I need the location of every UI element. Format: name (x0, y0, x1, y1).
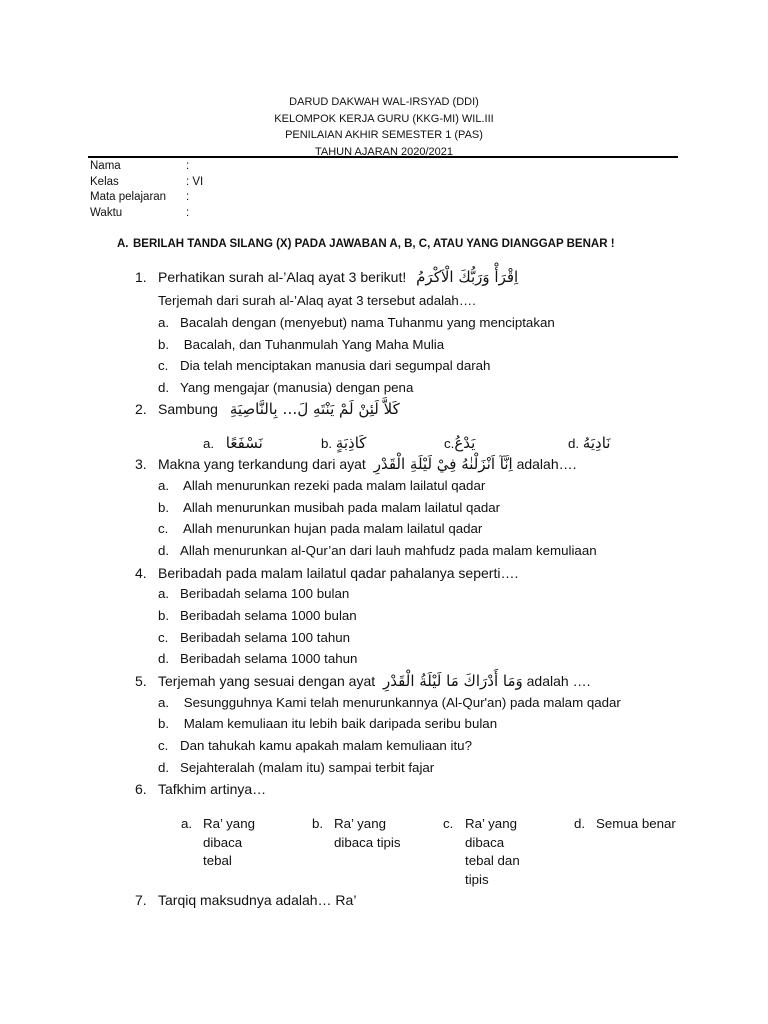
option-letter: b. (158, 608, 170, 623)
question-text: Terjemah yang sesuai dengan ayat (158, 673, 376, 689)
question-number: 3. (135, 456, 147, 472)
option-letter: d. (574, 816, 586, 831)
option-line: dibaca (465, 834, 505, 850)
option-6a[interactable] (181, 815, 255, 871)
option-text: Allah menurunkan al-Qur’an dari lauh mahfudz pada malam kemuliaan (180, 543, 597, 558)
question-text: Sambung (158, 401, 218, 417)
option-letter: d. (568, 436, 580, 451)
option-letter: d. (158, 760, 170, 775)
option-letter: a. (158, 315, 170, 330)
option-letter: a. (181, 816, 193, 831)
option-text: Beribadah selama 1000 tahun (180, 651, 358, 666)
option-5d[interactable] (158, 759, 434, 777)
option-2d[interactable] (568, 434, 610, 453)
identity-row-mapel (90, 190, 203, 206)
option-letter: c. (158, 521, 169, 536)
option-text: Beribadah selama 100 bulan (180, 586, 350, 601)
question-text: Tarqiq maksudnya adalah… Ra’ (158, 892, 357, 908)
identity-value: : (186, 191, 190, 204)
option-line: dibaca tipis (334, 834, 401, 850)
identity-block (90, 159, 203, 222)
option-text: Bacalah dengan (menyebut) nama Tuhanmu yang menciptakan (180, 315, 555, 330)
option-2a[interactable] (203, 434, 263, 453)
question-5 (135, 672, 590, 690)
option-6c[interactable] (443, 815, 520, 890)
option-letter: c. (444, 436, 455, 451)
option-letter: c. (443, 816, 454, 831)
option-letter: c. (158, 630, 169, 645)
question-text-suffix: adalah …. (526, 673, 591, 689)
option-text (465, 815, 520, 890)
header-divider (88, 156, 678, 158)
option-letter: c. (158, 358, 169, 373)
option-6b[interactable] (312, 815, 401, 852)
option-5a[interactable] (158, 694, 621, 712)
option-2b[interactable] (321, 434, 366, 453)
option-2c[interactable] (444, 434, 475, 453)
option-text: نَسْفَعًا (225, 434, 263, 452)
option-letter: d. (158, 543, 170, 558)
option-3c[interactable] (158, 520, 482, 538)
option-text: يَدْعُ (454, 434, 476, 452)
option-line: tipis (465, 872, 489, 888)
option-4b[interactable] (158, 607, 357, 625)
option-line: Ra’ yang (465, 816, 517, 831)
question-7 (135, 891, 356, 909)
identity-row-kelas (90, 175, 203, 191)
option-letter: a. (203, 436, 215, 451)
option-1b[interactable] (158, 336, 444, 354)
option-text: Beribadah selama 100 tahun (180, 630, 351, 645)
option-text: Sejahteralah (malam itu) sampai terbit fajar (180, 760, 435, 775)
question-number: 1. (135, 269, 147, 285)
arabic-verse: وَمَا أَدْرَاكَ مَا لَيْلَةُ الْقَدْرِ (383, 672, 523, 690)
option-text (203, 815, 255, 871)
option-letter: b. (158, 337, 170, 352)
question-3 (135, 455, 577, 473)
option-text (596, 815, 676, 834)
option-letter: b. (158, 716, 170, 731)
option-line: Semua benar (596, 816, 676, 831)
question-text: Perhatikan surah al-’Alaq ayat 3 berikut! (158, 269, 407, 285)
option-line: Ra’ yang (203, 816, 255, 831)
option-line: dibaca (203, 834, 243, 850)
question-number: 5. (135, 673, 147, 689)
section-instruction (117, 238, 615, 250)
option-1a[interactable] (158, 314, 555, 332)
question-text: Beribadah pada malam lailatul qadar pahalanya seperti…. (158, 565, 519, 581)
option-letter: a. (158, 478, 170, 493)
option-line: tebal dan (465, 853, 520, 869)
option-6d[interactable] (574, 815, 676, 834)
question-number: 4. (135, 565, 147, 581)
option-letter: b. (312, 816, 324, 831)
question-text: Tafkhim artinya… (158, 781, 267, 797)
option-3b[interactable] (158, 499, 500, 517)
option-5b[interactable] (158, 715, 497, 733)
option-5c[interactable] (158, 737, 472, 755)
question-number: 7. (135, 892, 147, 908)
option-text: Sesungguhnya Kami telah menurunkannya (Al-Qur'an) pada malam qadar (180, 695, 621, 710)
section-letter: A. (117, 238, 129, 250)
question-4 (135, 564, 518, 582)
question-2 (135, 400, 400, 418)
option-text: Dan tahukah kamu apakah malam kemuliaan itu? (180, 738, 472, 753)
identity-value: : VI (186, 175, 204, 188)
option-text: Allah menurunkan rezeki pada malam lailatul qadar (180, 478, 486, 493)
header-line-1: DARUD DAKWAH WAL-IRSYAD (DDI) (289, 96, 479, 108)
option-line: Ra’ yang (334, 816, 386, 831)
option-1c[interactable] (158, 357, 490, 375)
document-header (0, 94, 768, 160)
identity-label: Waktu (90, 207, 123, 220)
question-1 (135, 268, 518, 286)
option-letter: c. (158, 738, 169, 753)
arabic-verse: اِقْرَأْ وَرَبُّكَ الْاَكْرَمُ (416, 268, 519, 286)
identity-value: : (186, 160, 190, 172)
question-number: 6. (135, 781, 147, 797)
option-text (334, 815, 401, 852)
arabic-verse: كَلاَّ لَئِنْ لَمْ يَنْتَهِ لَ… بِالنَّاصِيَةِ (229, 400, 400, 418)
identity-label: Nama (90, 160, 121, 172)
option-text: Dia telah menciptakan manusia dari segumpal darah (180, 358, 491, 373)
option-4d[interactable] (158, 650, 357, 668)
header-line-3: PENILAIAN AKHIR SEMESTER 1 (PAS) (285, 129, 483, 141)
identity-row-nama (90, 159, 203, 175)
option-letter: a. (158, 695, 170, 710)
option-letter: d. (158, 380, 170, 395)
arabic-verse: اِنَّآ اَنْزَلْنٰهُ فِيْ لَيْلَةِ الْقَدْرِ (373, 455, 513, 473)
identity-label: Kelas (90, 175, 119, 188)
header-line-4: TAHUN AJARAN 2020/2021 (315, 145, 453, 158)
question-text: Makna yang terkandung dari ayat (158, 456, 366, 472)
question-number: 2. (135, 401, 147, 417)
question-6 (135, 780, 266, 798)
option-text: Yang mengajar (manusia) dengan pena (180, 380, 414, 395)
option-text: Malam kemuliaan itu lebih baik daripada seribu bulan (180, 716, 498, 731)
option-text: Beribadah selama 1000 bulan (180, 608, 357, 623)
option-letter: b. (321, 436, 333, 451)
identity-row-waktu (90, 206, 203, 222)
option-letter: a. (158, 586, 170, 601)
identity-label: Mata pelajaran (90, 191, 167, 204)
section-text: BERILAH TANDA SILANG (X) PADA JAWABAN A, B, C, ATAU YANG DIANGGAP BENAR ! (133, 238, 615, 250)
question-text-suffix: adalah…. (516, 456, 577, 472)
option-1d[interactable] (158, 379, 413, 397)
option-text: نَادِيَهُ (582, 434, 611, 452)
option-text: Bacalah, dan Tuhanmulah Yang Maha Mulia (180, 337, 445, 352)
question-1-subtext: Terjemah dari surah al-’Alaq ayat 3 tersebut adalah…. (158, 293, 476, 308)
option-letter: b. (158, 500, 170, 515)
option-4c[interactable] (158, 629, 350, 647)
option-letter: d. (158, 651, 170, 666)
option-3a[interactable] (158, 477, 485, 495)
option-text: Allah menurunkan hujan pada malam lailatul qadar (180, 521, 483, 536)
option-4a[interactable] (158, 585, 349, 603)
option-text: Allah menurunkan musibah pada malam lailatul qadar (180, 500, 501, 515)
option-line: tebal (203, 853, 232, 869)
header-line-2: KELOMPOK KERJA GURU (KKG-MI) WIL.III (274, 112, 494, 125)
option-text: كَاذِبَةٍ (335, 434, 367, 452)
identity-value: : (186, 207, 190, 220)
option-3d[interactable] (158, 542, 597, 560)
